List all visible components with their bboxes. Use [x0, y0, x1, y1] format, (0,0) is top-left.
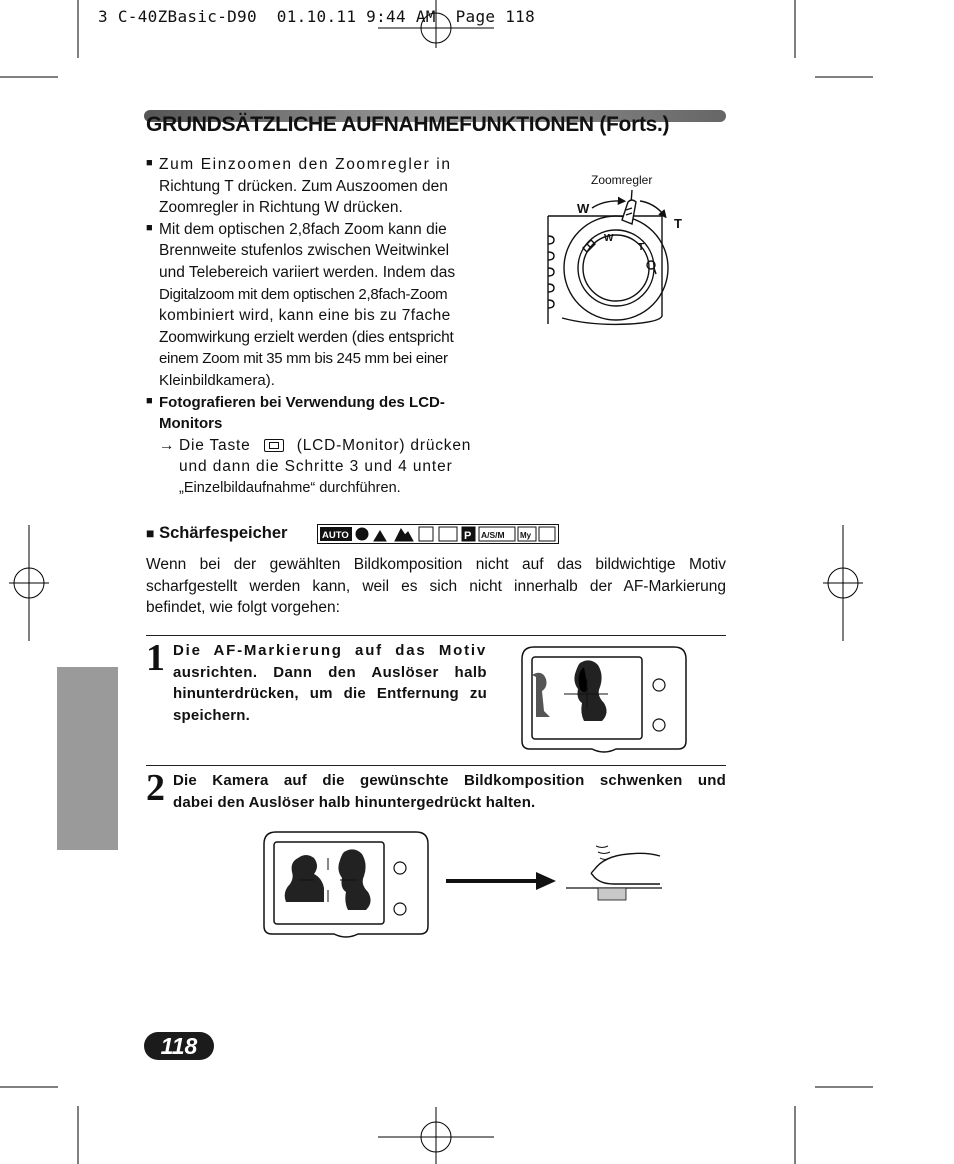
page-number: 118 [144, 1032, 214, 1060]
step-1-top-rule [146, 635, 726, 636]
mode-portrait-icon [356, 528, 368, 540]
mode-p-icon: P [464, 530, 472, 542]
bullet-line: und Telebereich variiert werden. Indem das [159, 263, 456, 281]
mode-my-text: My [520, 531, 532, 540]
mode-asm-icon: A/S/M [481, 530, 505, 540]
dial-w-label: W [604, 233, 614, 244]
mode-self-portrait-icon [439, 527, 457, 541]
step-line: Die Kamera auf die gewünschte Bildkomposition schwenken und [173, 772, 726, 789]
zoom-lever-label: Zoomregler [591, 173, 653, 187]
step-2-text [173, 770, 726, 813]
print-header: 3 C-40ZBasic-D90 01.10.11 9:44 AM Page 118 [98, 7, 536, 26]
step-1-number: 1 [146, 637, 165, 679]
bullet-line: Brennweite stufenlos zwischen Weitwinkel [159, 242, 450, 260]
focus-intro-paragraph [146, 554, 726, 619]
arrow-right-icon: → [159, 436, 176, 454]
bullet-line: Zum Einzoomen den Zoomregler in [159, 156, 452, 173]
step-line: speichern. [173, 706, 251, 724]
zoom-w-label: W [577, 201, 590, 216]
zoom-t-label: T [674, 216, 682, 231]
step-1-camera-lcd-figure [520, 645, 688, 755]
bullet-line: einem Zoom mit 35 mm bis 245 mm bei einer [159, 350, 448, 368]
step-line: ausrichten. Dann den Auslöser halb [173, 663, 487, 681]
mode-icon-strip [317, 524, 559, 544]
bullet-line: Zoomregler in Richtung W drücken. [159, 199, 403, 217]
focus-lock-heading [146, 524, 287, 543]
mode-auto-icon: AUTO [322, 530, 349, 541]
bullet-line: Mit dem optischen 2,8fach Zoom kann die [159, 220, 447, 238]
focus-lock-heading-text: Schärfespeicher [159, 524, 288, 542]
step-2-top-rule [146, 765, 726, 766]
bullet-square-icon: ■ [146, 157, 153, 169]
zoom-bullet-list [146, 154, 487, 500]
step-2-number: 2 [146, 767, 165, 809]
dial-t-label: T [638, 242, 645, 253]
bullet-line: Digitalzoom mit dem optischen 2,8fach-Zoom [159, 285, 448, 303]
bullet-line: Zoomwirkung erzielt werden (dies entspricht [159, 328, 454, 346]
bullet-square-icon: ■ [146, 525, 155, 541]
lcd-instruction-line: und dann die Schritte 3 und 4 unter [179, 458, 453, 476]
lcd-text-part2: (LCD-Monitor) drücken [296, 436, 472, 454]
lcd-bullet [146, 392, 487, 500]
lcd-heading-line: Fotografieren bei Verwendung des LCD- [159, 393, 445, 411]
chapter-tab [57, 667, 118, 850]
lcd-instruction-line: „Einzelbildaufnahme“ durchführen. [179, 479, 401, 496]
bullet-square-icon: ■ [146, 221, 153, 234]
mode-night-icon [419, 527, 433, 541]
zoom-bullet-1 [146, 154, 487, 219]
intro-line: Wenn bei der gewählten Bildkomposition nicht auf das bildwichtige Motiv [146, 556, 726, 573]
bullet-line: Kleinbildkamera). [159, 371, 275, 389]
mode-movie-icon [539, 527, 555, 541]
zoom-lever-figure [540, 168, 690, 328]
step-line: hinunterdrücken, um die Entfernung zu [173, 685, 487, 703]
step-line: dabei den Auslöser halb hinuntergedrückt halten. [173, 793, 536, 811]
bullet-square-icon: ■ [146, 394, 153, 407]
step-2-camera-lcd-figure [262, 830, 430, 942]
arrow-right-icon [444, 870, 558, 892]
shutter-half-press-figure [566, 840, 662, 904]
bullet-line: Richtung T drücken. Zum Auszoomen den [159, 177, 448, 195]
intro-line: scharfgestellt werden kann, weil es sich nicht innerhalb der AF-Markierung [146, 577, 726, 595]
step-line: Die AF-Markierung auf das Motiv [173, 642, 487, 659]
lcd-text-part1: Die Taste [179, 436, 251, 454]
lcd-instruction-line [159, 435, 487, 457]
lcd-monitor-button-icon [264, 439, 284, 452]
intro-line: befindet, wie folgt vorgehen: [146, 599, 340, 617]
step-1-text [173, 640, 487, 726]
lcd-heading-line: Monitors [159, 415, 223, 433]
section-title: GRUNDSÄTZLICHE AUFNAHMEFUNKTIONEN (Forts.) [146, 113, 670, 136]
bullet-line: kombiniert wird, kann eine bis zu 7fache [159, 307, 451, 325]
zoom-bullet-2 [146, 219, 487, 392]
